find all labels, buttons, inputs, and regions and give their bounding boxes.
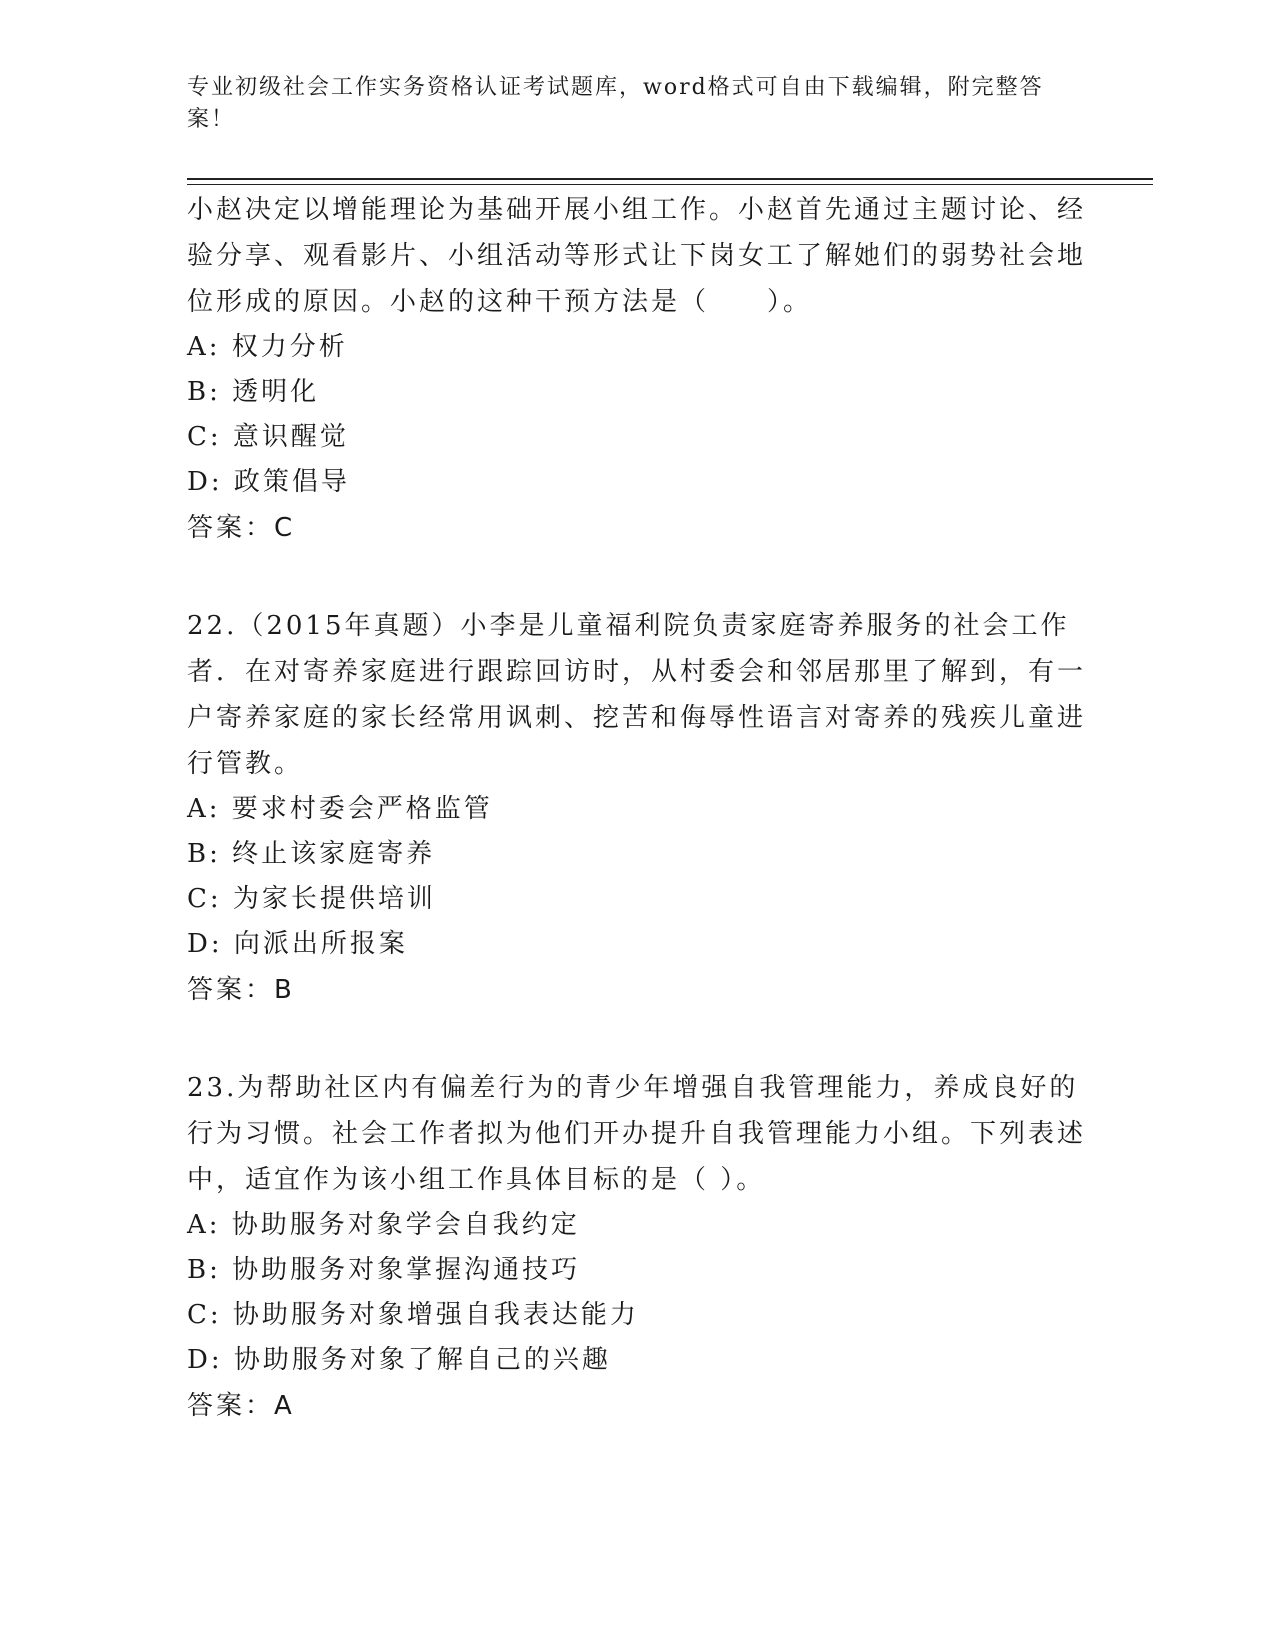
option-d: D: 协助服务对象了解自己的兴趣	[187, 1345, 611, 1375]
option-c: C: 为家长提供培训	[187, 884, 436, 914]
question-block-22	[187, 603, 1087, 1013]
question-block-1	[187, 187, 1087, 551]
question-list	[187, 187, 1087, 1429]
option-a: A: 协助服务对象学会自我约定	[187, 1210, 580, 1240]
question-stem: 小赵决定以增能理论为基础开展小组工作。小赵首先通过主题讨论、经验分享、观看影片、小组活动等形式让下岗女工了解她们的弱势社会地位形成的原因。小赵的这种干预方法是（ ）。	[187, 195, 1087, 317]
answer-line: 答案：A	[187, 1391, 295, 1421]
option-c: C: 意识醒觉	[187, 422, 349, 452]
option-b: B: 终止该家庭寄养	[187, 839, 436, 869]
question-spacer	[187, 551, 1087, 603]
question-stem: 22.（2015年真题）小李是儿童福利院负责家庭寄养服务的社会工作者．在对寄养家庭进行跟踪回访时，从村委会和邻居那里了解到，有一户寄养家庭的家长经常用讽刺、挖苦和侮辱性语言对寄养的残疾儿童进行管教。	[187, 611, 1087, 779]
option-c: C: 协助服务对象增强自我表达能力	[187, 1300, 639, 1330]
option-a: A: 权力分析	[187, 332, 348, 362]
question-stem: 23.为帮助社区内有偏差行为的青少年增强自我管理能力，养成良好的行为习惯。社会工作者拟为他们开办提升自我管理能力小组。下列表述中，适宜作为该小组工作具体目标的是（ ）。	[187, 1073, 1087, 1195]
option-d: D: 向派出所报案	[187, 929, 408, 959]
header-divider-thick	[187, 178, 1153, 180]
option-b: B: 协助服务对象掌握沟通技巧	[187, 1255, 581, 1285]
option-a: A: 要求村委会严格监管	[187, 794, 493, 824]
answer-line: 答案：C	[187, 513, 296, 543]
answer-line: 答案：B	[187, 975, 295, 1005]
question-spacer	[187, 1013, 1087, 1065]
option-d: D: 政策倡导	[187, 467, 350, 497]
question-block-23	[187, 1065, 1087, 1429]
header-divider-thin	[187, 184, 1153, 185]
option-b: B: 透明化	[187, 377, 320, 407]
page-header: 专业初级社会工作实务资格认证考试题库，word格式可自由下载编辑，附完整答案！	[187, 75, 1044, 132]
